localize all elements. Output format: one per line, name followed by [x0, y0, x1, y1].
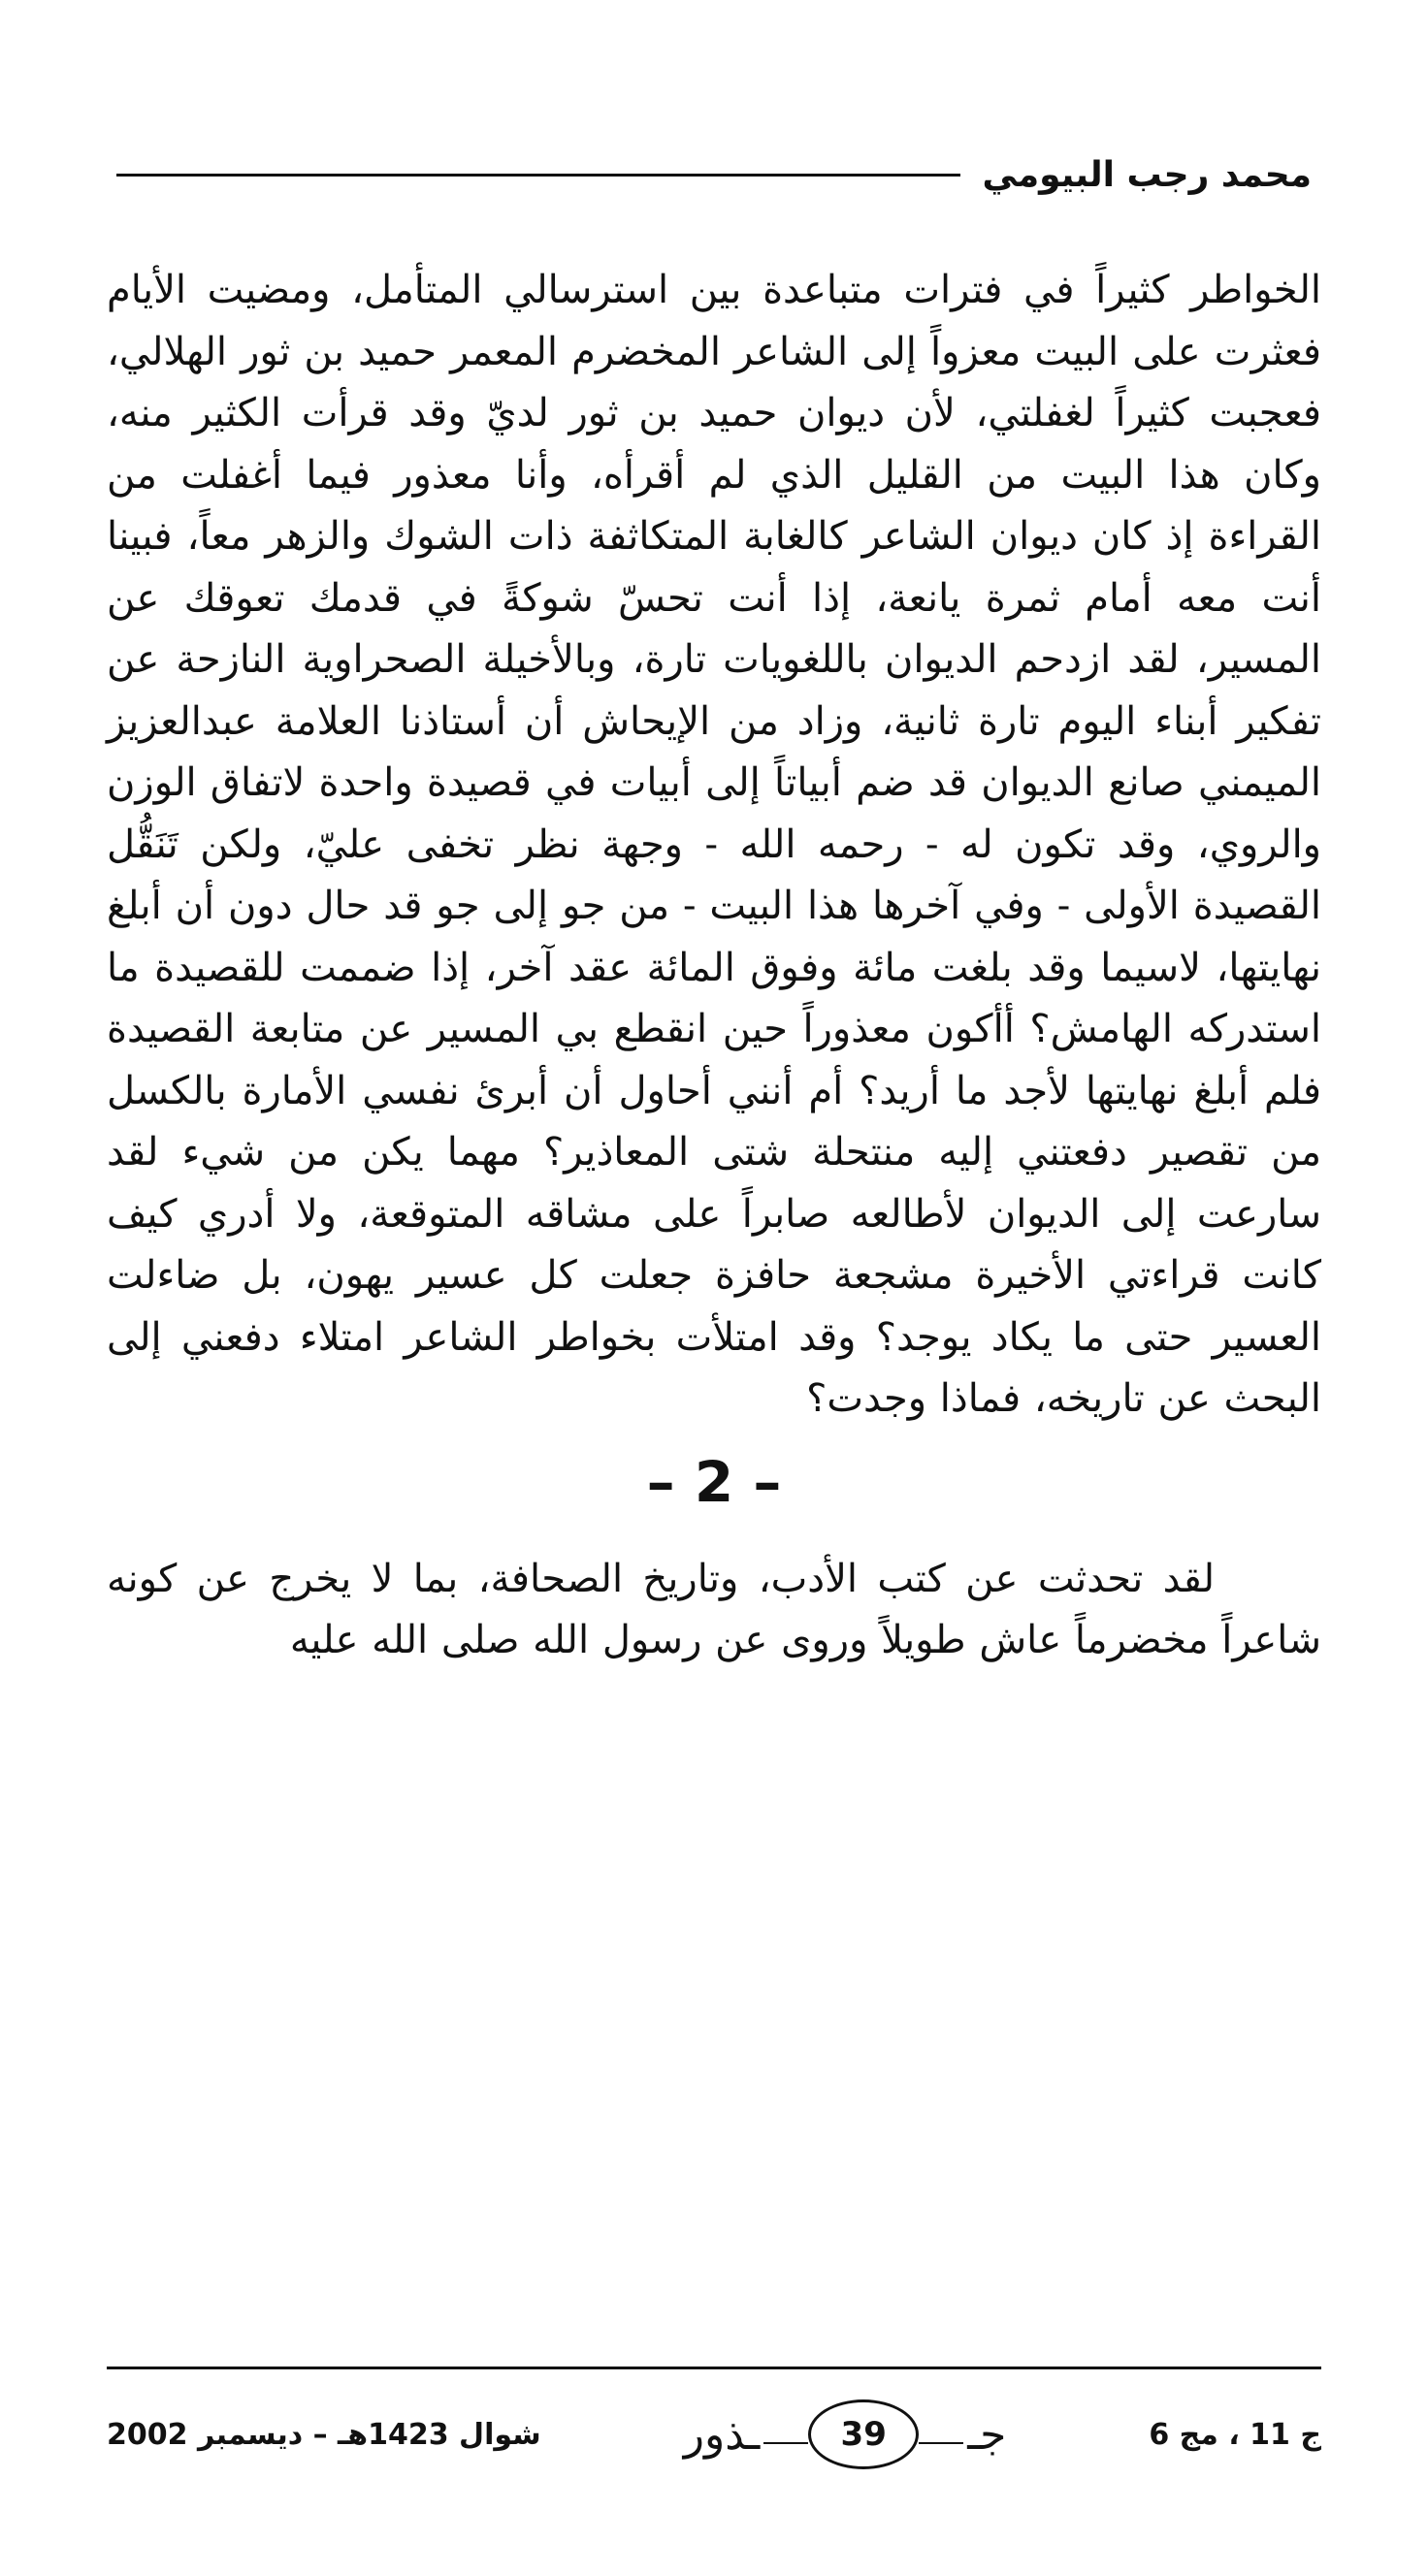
header-rule [116, 174, 960, 177]
tatweel-line [919, 2442, 963, 2444]
journal-name-part-1: جـ [967, 2409, 1007, 2460]
issue-volume: ج 11 ، مج 6 [1149, 2417, 1321, 2452]
journal-page-mark [680, 2399, 1011, 2469]
header-author: محمد رجب البيومي [982, 154, 1312, 195]
article-body [107, 260, 1321, 1672]
tatweel-line [763, 2442, 808, 2444]
section-number: – 2 – [646, 1448, 782, 1515]
running-header [116, 145, 1312, 204]
page-number: 39 [808, 2399, 919, 2469]
journal-name-part-2: ـذور [683, 2409, 761, 2460]
paragraph-2: لقد تحدثت عن كتب الأدب، وتاريخ الصحافة، بما لا يخرج عن كونه شاعراً مخضرماً عاش طويلاً وروى عن رسول الله صلى الله عليه [107, 1556, 1321, 1662]
footer-rule [107, 2367, 1321, 2369]
paragraph-1: الخواطر كثيراً في فترات متباعدة بين استرسالي المتأمل، ومضيت الأيام فعثرت على البيت معزواً إلى الشاعر المخضرم المعمر حميد بن ثور الهلالي، فعجبت كثيراً لغفلتي، لأن ديوان حميد بن ثور لديّ وقد قرأت الكثير منه، وكان هذا البيت من القليل الذي لم أقرأه، وأنا معذور فيما أغفلت من القراءة إذ كان ديوان الشاعر كالغابة المتكاثفة ذات الشوك والزهر معاً، فبينا أنت معه أمام ثمرة يانعة، إذا أنت تحسّ شوكةً في قدمك تعوقك عن المسير، لقد ازدحم الديوان باللغويات تارة، وبالأخيلة الصحراوية النازحة عن تفكير أبناء اليوم تارة ثانية، وزاد من الإيحاش أن أستاذنا العلامة عبدالعزيز الميمني صانع الديوان قد ضم أبياتاً إلى أبيات في قصيدة واحدة لاتفاق الوزن والروي، وقد تكون له - رحمه الله - وجهة نظر تخفى عليّ، ولكن تَنَقُّل القصيدة الأولى - وفي آخرها هذا البيت - من جو إلى جو قد حال دون أن أبلغ نهايتها، لاسيما وقد بلغت مائة وفوق المائة عقد آخر، إذا ضممت للقصيدة ما استدركه الهامش؟ أأكون معذوراً حين انقطع بي المسير عن متابعة القصيدة فلم أبلغ نهايتها لأجد ما أريد؟ أم أنني أحاول أن أبرئ نفسي الأمارة بالكسل من تقصير دفعتني إليه منتحلة شتى المعاذير؟ مهما يكن من شيء لقد سارعت إلى الديوان لأطالعه صابراً على مشاقه المتوقعة، ولا أدري كيف كانت قراءتي الأخيرة مشجعة حافزة جعلت كل عسير يهون، بل ضاءلت العسير حتى ما يكاد يوجد؟ وقد امتلأت بخواطر الشاعر امتلاء دفعني إلى البحث عن تاريخه، فماذا وجدت؟ [107, 268, 1322, 1421]
issue-date: شوال 1423هـ – ديسمبر 2002 [107, 2417, 541, 2452]
page-footer [107, 2396, 1321, 2473]
